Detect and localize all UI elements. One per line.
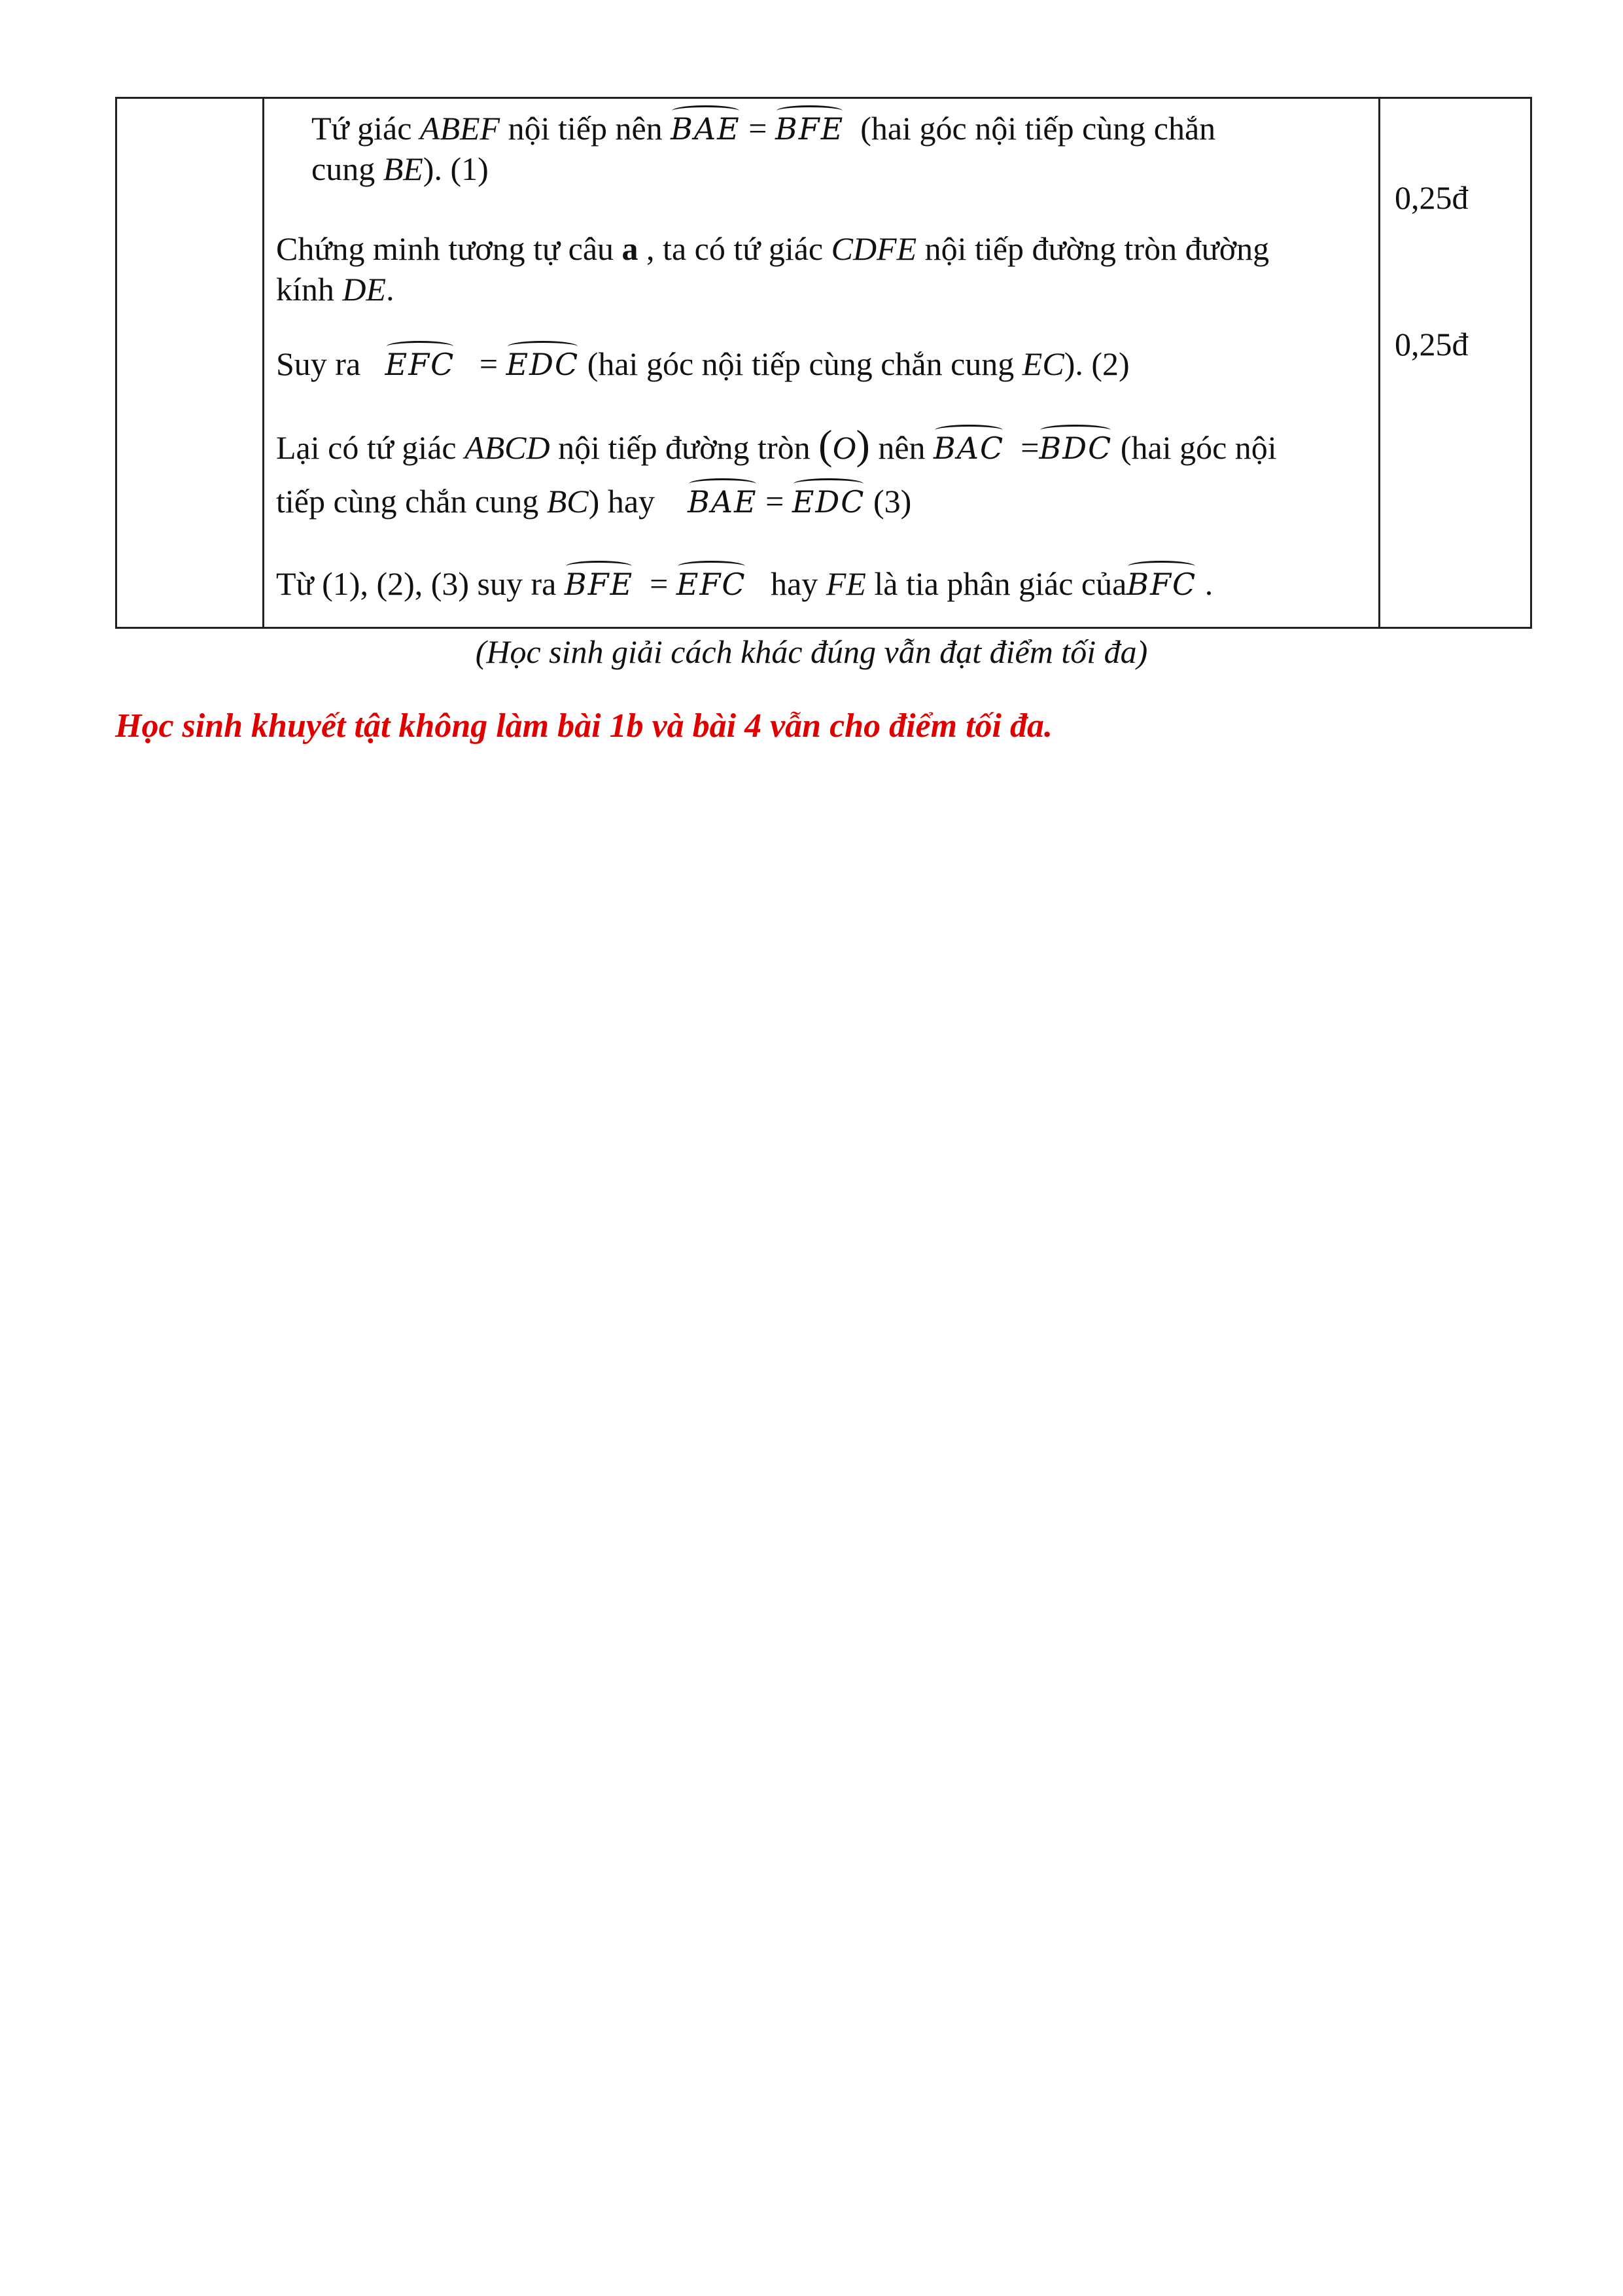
angle-symbol: BFC [1126, 565, 1196, 604]
alternative-solution-note: (Học sinh giải cách khác đúng vẫn đạt điểm tối đa) [475, 633, 1148, 670]
paren-open: ( [818, 421, 833, 468]
solution-line-8 [276, 564, 1213, 604]
math-circle: O [832, 429, 856, 466]
math-arc: BE [383, 150, 423, 187]
angle-symbol: EDC [792, 482, 865, 521]
text: Tứ giác [311, 110, 412, 147]
math-quadrilateral: ABEF [419, 110, 500, 147]
text: ) [588, 483, 600, 520]
text: (hai góc nội [1120, 429, 1277, 466]
angle-symbol: BFE [775, 109, 844, 149]
math-segment: DE [342, 271, 387, 308]
text: , ta có tứ giác [646, 230, 824, 267]
angle-symbol: BFE [565, 565, 633, 604]
angle-symbol: BAC [934, 429, 1004, 468]
text: Suy ra [276, 345, 361, 382]
text: ). (1) [423, 150, 489, 187]
disability-grading-note: Học sinh khuyết tật không làm bài 1b và bài 4 vẫn cho điểm tối đa. [115, 707, 1053, 745]
angle-symbol: EDC [506, 345, 580, 384]
angle-symbol: EFC [385, 345, 455, 384]
equals-sign: = [1021, 429, 1039, 466]
angle-symbol: EFC [676, 565, 746, 604]
equals-sign: = [748, 110, 767, 147]
text: hay [607, 483, 655, 520]
text: nội tiếp đường tròn [558, 429, 811, 466]
text: tiếp cùng chắn cung [276, 483, 539, 520]
text: nội tiếp nên [508, 110, 663, 147]
angle-symbol: BAE [688, 482, 758, 521]
solution-line-2 [311, 149, 489, 188]
text: ). (2) [1064, 345, 1130, 382]
text: nên [878, 429, 926, 466]
column-divider-2 [1378, 99, 1380, 627]
text: (hai góc nội tiếp cùng chắn [860, 110, 1216, 147]
math-arc: EC [1022, 345, 1064, 382]
text: Chứng minh tương tự câu [276, 230, 614, 267]
solution-line-1 [311, 109, 1215, 149]
bold-part-label: a [621, 230, 638, 267]
text: . [386, 271, 394, 308]
solution-line-3 [276, 229, 1269, 268]
text: (3) [873, 483, 912, 520]
solution-line-5 [276, 344, 1130, 384]
solution-line-4 [276, 270, 394, 309]
column-divider-1 [262, 99, 264, 627]
math-quadrilateral: ABCD [464, 429, 550, 466]
angle-symbol: BDC [1039, 429, 1112, 468]
score-2: 0,25đ [1395, 326, 1469, 362]
equals-sign: = [479, 345, 498, 382]
text: là tia phân giác của [874, 565, 1127, 602]
text: . [1204, 565, 1213, 602]
angle-symbol: BAE [671, 109, 741, 149]
text: cung [311, 150, 375, 187]
solution-line-6 [276, 421, 1277, 468]
text: nội tiếp đường tròn đường [924, 230, 1270, 267]
text: (hai góc nội tiếp cùng chắn cung [587, 345, 1015, 382]
equals-sign: = [765, 483, 784, 520]
solution-line-7 [276, 482, 911, 521]
text: kính [276, 271, 334, 308]
math-ray: FE [826, 565, 866, 602]
math-quadrilateral: CDFE [831, 230, 917, 267]
paren-close: ) [856, 421, 870, 468]
score-1: 0,25đ [1395, 179, 1469, 216]
text: Lại có tứ giác [276, 429, 457, 466]
text: hay [771, 565, 818, 602]
math-arc: BC [546, 483, 589, 520]
equals-sign: = [650, 565, 669, 602]
text: Từ (1), (2), (3) suy ra [276, 565, 557, 602]
